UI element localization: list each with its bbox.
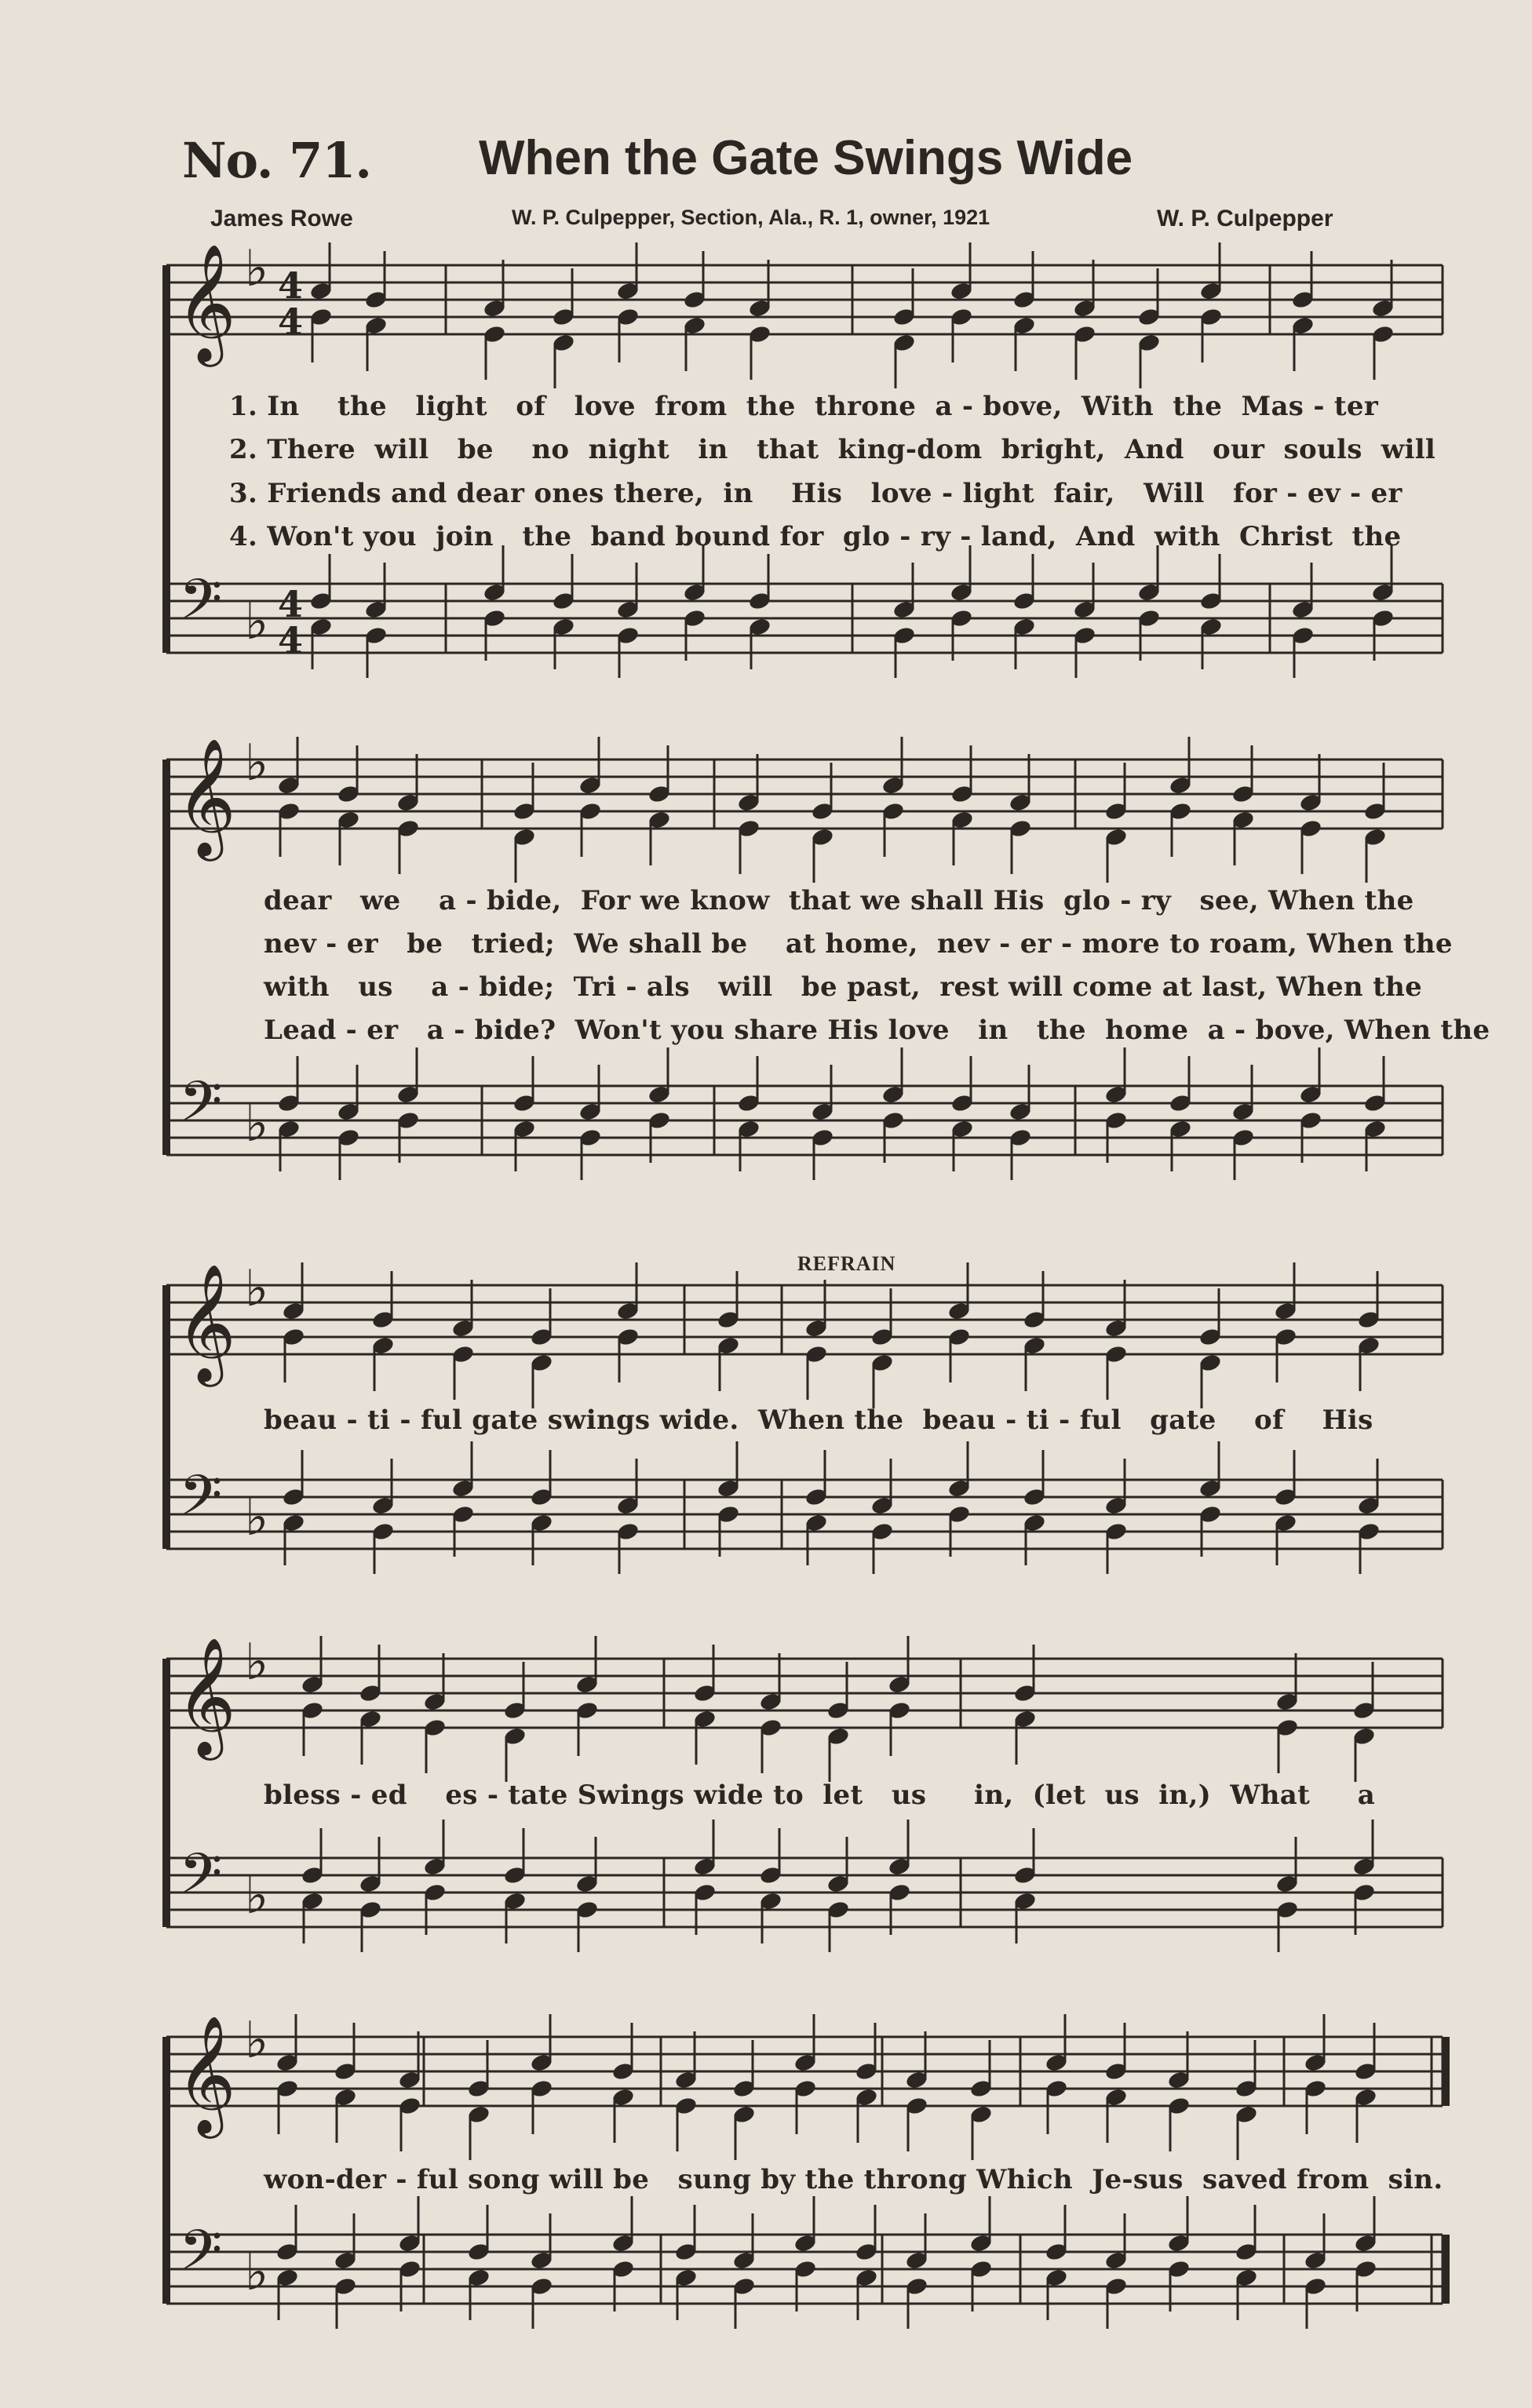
flat-icon: ♭ [245, 1634, 269, 1692]
treble-clef-icon: 𝄞 [176, 2014, 236, 2133]
treble-clef-icon: 𝄞 [176, 737, 236, 856]
composer-credit: W. P. Culpepper [1157, 206, 1333, 231]
treble-clef-icon: 𝄞 [176, 1636, 236, 1755]
bass-clef-icon: 𝄢 [179, 1069, 223, 1148]
flat-icon: ♭ [245, 240, 269, 298]
lyric-s2-verse4: Lead - er a - bide? Won't you share His love in the home a - bove, When the [264, 1015, 1490, 1046]
hymn-title: When the Gate Swings Wide [479, 131, 1133, 185]
flat-icon: ♭ [245, 734, 269, 792]
treble-clef-icon: 𝄞 [176, 1262, 236, 1382]
flat-icon: ♭ [245, 2012, 269, 2070]
lyric-s5: won-der - ful song will be sung by the throng Which Je-sus saved from sin. [264, 2164, 1443, 2195]
lyric-s2-verse2: nev - er be tried; We shall be at home, nev - er - more to roam, When the [264, 928, 1453, 960]
time-sig-bottom: 4 [278, 619, 304, 661]
bass-clef-icon: 𝄢 [179, 567, 223, 646]
treble-clef-icon: 𝄞 [176, 242, 236, 362]
time-sig-bottom: 4 [278, 301, 304, 343]
lyric-s3: beau - ti - ful gate swings wide. When the beau - ti - ful gate of His [264, 1404, 1373, 1436]
lyric-s1-verse4: 4. Won't you join the band bound for glo - ry - land, And with Christ the [229, 521, 1402, 552]
lyric-s1-verse1: 1. In the light of love from the throne a - bove, With the Mas - ter [229, 391, 1379, 422]
flat-icon: ♭ [245, 593, 269, 651]
lyric-s2-verse1: dear we a - bide, For we know that we shall His glo - ry see, When the [264, 885, 1414, 916]
flat-icon: ♭ [245, 1260, 269, 1318]
lyric-s4: bless - ed es - tate Swings wide to let us in, (let us in,) What a [264, 1780, 1376, 1811]
refrain-label: REFRAIN [797, 1252, 896, 1275]
flat-icon: ♭ [245, 1489, 269, 1547]
author-credit: James Rowe [210, 206, 353, 231]
flat-icon: ♭ [245, 1867, 269, 1925]
bass-clef-icon: 𝄢 [179, 1463, 223, 1542]
bass-clef-icon: 𝄢 [179, 2218, 223, 2297]
lyric-s2-verse3: with us a - bide; Tri - als will be past, rest will come at last, When the [264, 971, 1423, 1003]
copyright-credit: W. P. Culpepper, Section, Ala., R. 1, owner, 1921 [512, 206, 990, 229]
flat-icon: ♭ [245, 1095, 269, 1153]
hymn-number: No. 71. [182, 132, 371, 189]
lyric-s1-verse3: 3. Friends and dear ones there, in His love - light fair, Will for - ev - er [229, 478, 1403, 509]
lyric-s1-verse2: 2. There will be no night in that king-dom bright, And our souls will [229, 434, 1436, 465]
bass-clef-icon: 𝄢 [179, 1842, 223, 1920]
flat-icon: ♭ [245, 2244, 269, 2302]
time-sig-top: 4 [278, 583, 304, 625]
time-sig-top: 4 [278, 264, 304, 307]
